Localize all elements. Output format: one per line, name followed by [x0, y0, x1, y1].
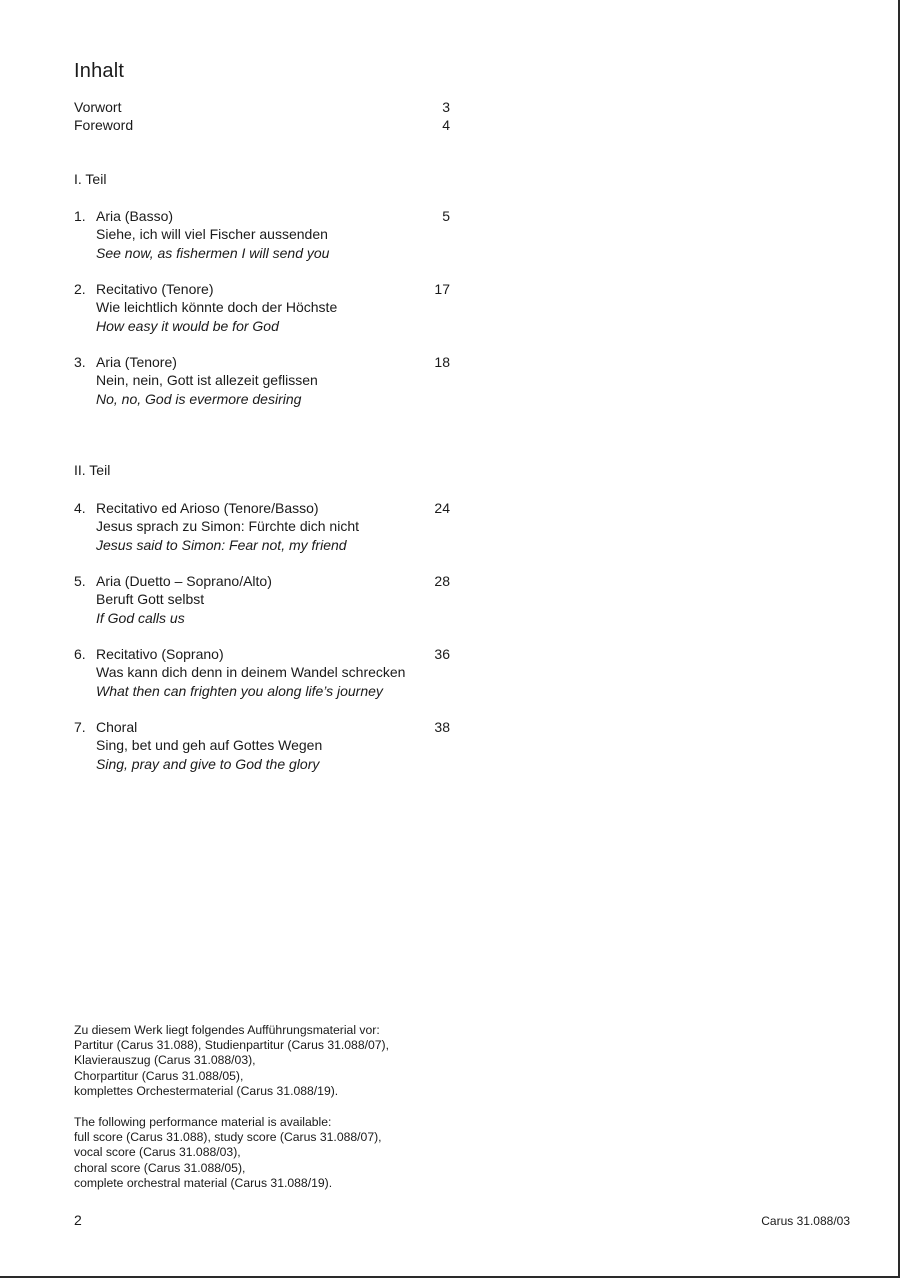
movement-entry-2 [74, 280, 450, 335]
note-line: The following performance material is available: [74, 1115, 332, 1129]
movement-type: Recitativo (Tenore) [96, 281, 214, 297]
movement-english-title: No, no, God is evermore desiring [96, 390, 302, 407]
note-line: full score (Carus 31.088), study score (Carus 31.088/07), [74, 1130, 382, 1145]
movement-entry-5 [74, 572, 450, 627]
movement-german-title: Wie leichtlich könnte doch der Höchste [96, 299, 338, 316]
movement-german-title: Was kann dich denn in deinem Wandel schrecken [96, 664, 406, 681]
front-matter-list [74, 98, 450, 135]
note-line: Chorpartitur (Carus 31.088/05), [74, 1068, 244, 1083]
movement-entry-1 [74, 207, 450, 262]
note-line: Zu diesem Werk liegt folgendes Aufführungsmaterial vor: [74, 1023, 380, 1037]
movement-number: 2. [74, 281, 86, 297]
movement-type: Choral [96, 719, 138, 735]
movement-page-number: 36 [434, 646, 450, 662]
movement-page-number: 18 [434, 354, 450, 370]
movement-english-title: What then can frighten you along life’s journey [96, 682, 383, 699]
movement-page-number: 5 [442, 208, 450, 224]
movement-english-title: Sing, pray and give to God the glory [96, 755, 320, 772]
toc-row-foreword [74, 116, 450, 134]
note-line: complete orchestral material (Carus 31.088/19). [74, 1175, 333, 1190]
toc-label: Vorwort [74, 99, 122, 115]
movement-type: Aria (Duetto – Soprano/Alto) [96, 573, 272, 589]
movement-german-title: Nein, nein, Gott ist allezeit geflissen [96, 372, 318, 389]
movement-entry-6 [74, 645, 450, 700]
movement-english-title: How easy it would be for God [96, 317, 279, 334]
movement-type: Aria (Basso) [96, 208, 174, 224]
performance-material-note-english [74, 1115, 382, 1191]
note-line: vocal score (Carus 31.088/03), [74, 1145, 241, 1160]
movement-entry-7 [74, 718, 450, 773]
note-line: komplettes Orchestermaterial (Carus 31.088/19). [74, 1083, 339, 1098]
note-line: Partitur (Carus 31.088), Studienpartitur (Carus 31.088/07), [74, 1038, 390, 1053]
movement-type: Recitativo (Soprano) [96, 646, 224, 662]
movement-german-title: Siehe, ich will viel Fischer aussenden [96, 226, 328, 243]
movement-english-title: Jesus said to Simon: Fear not, my friend [96, 536, 347, 553]
movement-type: Recitativo ed Arioso (Tenore/Basso) [96, 500, 319, 516]
catalog-number: Carus 31.088/03 [761, 1214, 850, 1228]
movement-page-number: 24 [434, 500, 450, 516]
part-heading-1: I. Teil [74, 171, 107, 187]
toc-row-vorwort [74, 98, 450, 116]
movement-number: 4. [74, 500, 86, 516]
movement-german-title: Beruft Gott selbst [96, 591, 205, 608]
movement-entry-3 [74, 353, 450, 408]
movement-number: 7. [74, 719, 86, 735]
movement-type: Aria (Tenore) [96, 354, 177, 370]
note-line: choral score (Carus 31.088/05), [74, 1160, 246, 1175]
movement-number: 6. [74, 646, 86, 662]
movement-english-title: See now, as fishermen I will send you [96, 244, 330, 261]
movement-page-number: 38 [434, 719, 450, 735]
movement-entry-4 [74, 499, 450, 554]
movement-number: 3. [74, 354, 86, 370]
part-heading-2: II. Teil [74, 462, 111, 478]
movement-page-number: 17 [434, 281, 450, 297]
page-number: 2 [74, 1212, 82, 1228]
note-line: Klavierauszug (Carus 31.088/03), [74, 1053, 256, 1068]
movement-number: 5. [74, 573, 86, 589]
movement-english-title: If God calls us [96, 609, 185, 626]
performance-material-note-german [74, 1023, 389, 1099]
toc-page-number: 3 [442, 99, 450, 115]
movement-german-title: Sing, bet und geh auf Gottes Wegen [96, 737, 323, 754]
toc-label: Foreword [74, 117, 134, 134]
page-title: Inhalt [74, 60, 125, 82]
movement-number: 1. [74, 208, 86, 224]
toc-page-number: 4 [442, 117, 450, 134]
movement-page-number: 28 [434, 573, 450, 589]
movement-german-title: Jesus sprach zu Simon: Fürchte dich nicht [96, 518, 360, 535]
